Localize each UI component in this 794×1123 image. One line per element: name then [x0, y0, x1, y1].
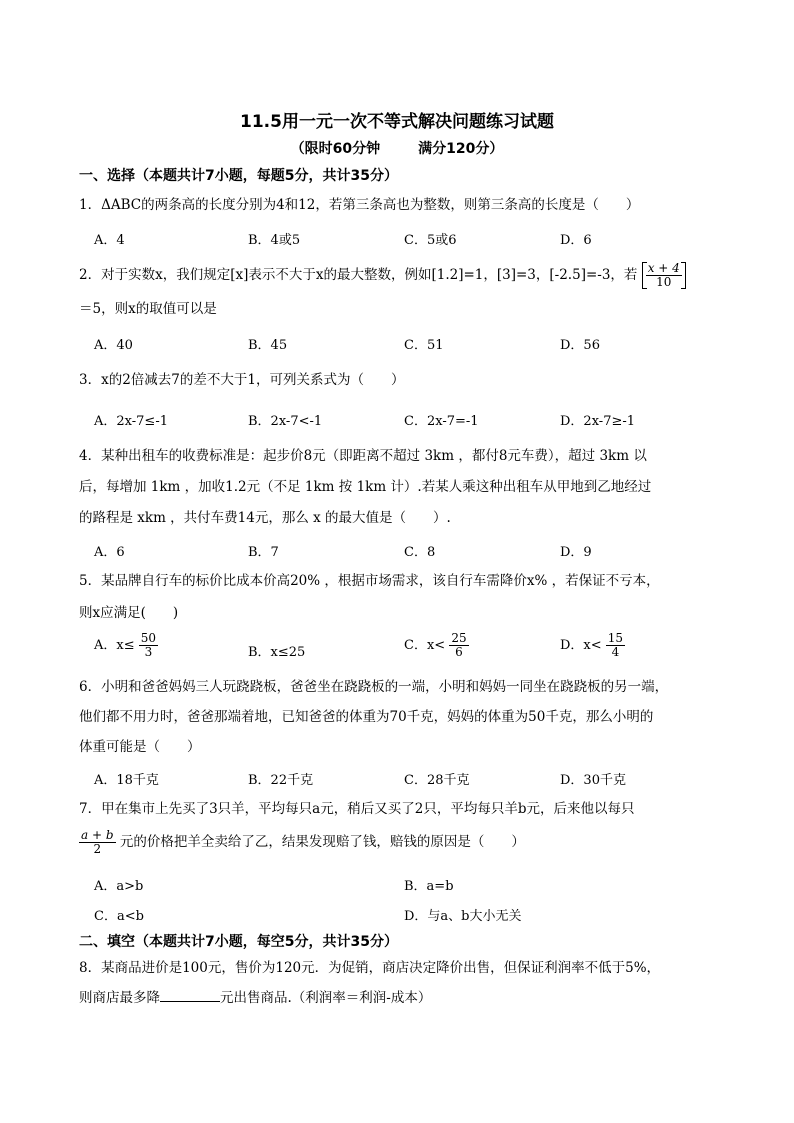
q5-c-den: 6	[455, 645, 463, 659]
q2-option-a: A．40	[94, 338, 133, 353]
page-title: 11.5用一元一次不等式解决问题练习试题	[240, 112, 554, 132]
question-2-text	[79, 262, 686, 289]
question-7-stem: 元的价格把羊全卖给了乙，结果发现赔了钱，赔钱的原因是（ ）	[119, 834, 525, 850]
q1-option-b: B．4或5	[248, 233, 301, 248]
q5-c-num: 25	[451, 631, 467, 645]
q4-option-b: B．7	[248, 545, 279, 560]
floor-fraction	[642, 262, 686, 289]
q6-option-a: A．18千克	[94, 773, 159, 788]
question-6-line3: 体重可能是（ ）	[79, 739, 201, 755]
question-7-line2	[79, 829, 525, 856]
question-1-text: 1．ΔABC的两条高的长度分别为4和12，若第三条高也为整数，则第三条高的长度是（ ）	[79, 197, 640, 213]
q1-option-d: D．6	[560, 233, 592, 248]
q4-option-c: C．8	[404, 545, 436, 560]
full-score: 满分120分）	[418, 141, 504, 157]
q5-d-den: 4	[611, 645, 620, 659]
q5-a-num: 50	[140, 631, 157, 645]
section-choice-heading: 一、选择（本题共计7小题，每题5分，共计35分）	[79, 168, 398, 184]
q6-option-c: C．28千克	[404, 773, 470, 788]
section-fill-heading: 二、填空（本题共计7小题，每空5分，共计35分）	[79, 934, 398, 950]
question-2-stem: 2．对于实数x，我们规定[x]表示不大于x的最大整数，例如[1.2]=1，[3]=3，[-2.5]=-3，若	[79, 267, 638, 283]
q7-frac-num: a + b	[81, 828, 114, 842]
q3-option-b: B．2x-7<-1	[248, 414, 323, 429]
q5-d-prefix: D．x<	[560, 638, 602, 653]
q3-option-c: C．2x-7=-1	[404, 414, 479, 429]
question-7-line1: 7．甲在集市上先买了3只羊，平均每只a元，稍后又买了2只，平均每只羊b元，后来他以每只	[79, 801, 635, 817]
q5-a-prefix: A．x≤	[94, 638, 135, 653]
q5-option-a	[94, 632, 158, 659]
q7-option-c: C．a<b	[94, 909, 144, 924]
q4-option-d: D．9	[560, 545, 592, 560]
question-5-line1: 5．某品牌自行车的标价比成本价高20% ，根据市场需求，该自行车需降价x% ，若保证不亏本，	[79, 573, 660, 589]
question-6-line2: 他们都不用力时，爸爸那端着地，已知爸爸的体重为70千克，妈妈的体重为50千克，那么小明的	[79, 709, 654, 725]
answer-blank[interactable]	[160, 987, 220, 1002]
question-3-text: 3．x的2倍减去7的差不大于1，可列关系式为（ ）	[79, 372, 405, 388]
q5-option-b: B．x≤25	[248, 645, 306, 660]
frac-denominator: 10	[656, 275, 672, 289]
q6-option-d: D．30千克	[560, 773, 626, 788]
time-limit: （限时60分钟	[290, 141, 381, 157]
question-6-line1: 6．小明和爸爸妈妈三人玩跷跷板，爸爸坐在跷跷板的一端，小明和妈妈一同坐在跷跷板的另一端，	[79, 679, 669, 695]
q2-option-c: C．51	[404, 338, 444, 353]
question-5-line2: 则x应满足( )	[79, 605, 179, 621]
q1-option-c: C．5或6	[404, 233, 457, 248]
q2-option-b: B．45	[248, 338, 288, 353]
q4-option-a: A．6	[94, 545, 125, 560]
q2-option-d: D．56	[560, 338, 600, 353]
question-8-line2	[79, 987, 431, 1008]
question-4-line2: 后，每增加 1km ，加收1.2元（不足 1km 按 1km 计）.若某人乘这种出租车从甲地到乙地经过	[79, 479, 652, 495]
q3-option-a: A．2x-7≤-1	[94, 414, 168, 429]
q5-option-c	[404, 632, 469, 659]
question-2-line2: ＝5，则x的取值可以是	[79, 301, 217, 317]
question-4-line1: 4．某种出租车的收费标准是：起步价8元（即距离不超过 3km ，都付8元车费），超过 3km 以	[79, 448, 647, 464]
q1-option-a: A．4	[94, 233, 125, 248]
q5-c-prefix: C．x<	[404, 638, 446, 653]
q5-a-den: 3	[144, 645, 153, 659]
q6-option-b: B．22千克	[248, 773, 314, 788]
question-8-line1: 8．某商品进价是100元，售价为120元．为促销，商店决定降价出售，但保证利润率不低于5%，	[79, 960, 661, 976]
question-4-line3: 的路程是 xkm ，共付车费14元，那么 x 的最大值是（ ）.	[79, 510, 451, 526]
frac-numerator: x + 4	[647, 261, 680, 275]
q7-option-b: B．a=b	[404, 879, 454, 894]
question-8-stem-a: 则商店最多降	[79, 990, 160, 1006]
q7-option-a: A．a>b	[94, 879, 144, 894]
q5-option-d	[560, 632, 625, 659]
q7-option-d: D．与a、b大小无关	[404, 909, 522, 924]
page-subtitle	[0, 138, 794, 158]
q5-d-num: 15	[607, 631, 624, 645]
q3-option-d: D．2x-7≥-1	[560, 414, 636, 429]
q7-frac-den: 2	[93, 842, 102, 856]
question-8-stem-b: 元出售商品.（利润率＝利润-成本）	[220, 990, 432, 1006]
